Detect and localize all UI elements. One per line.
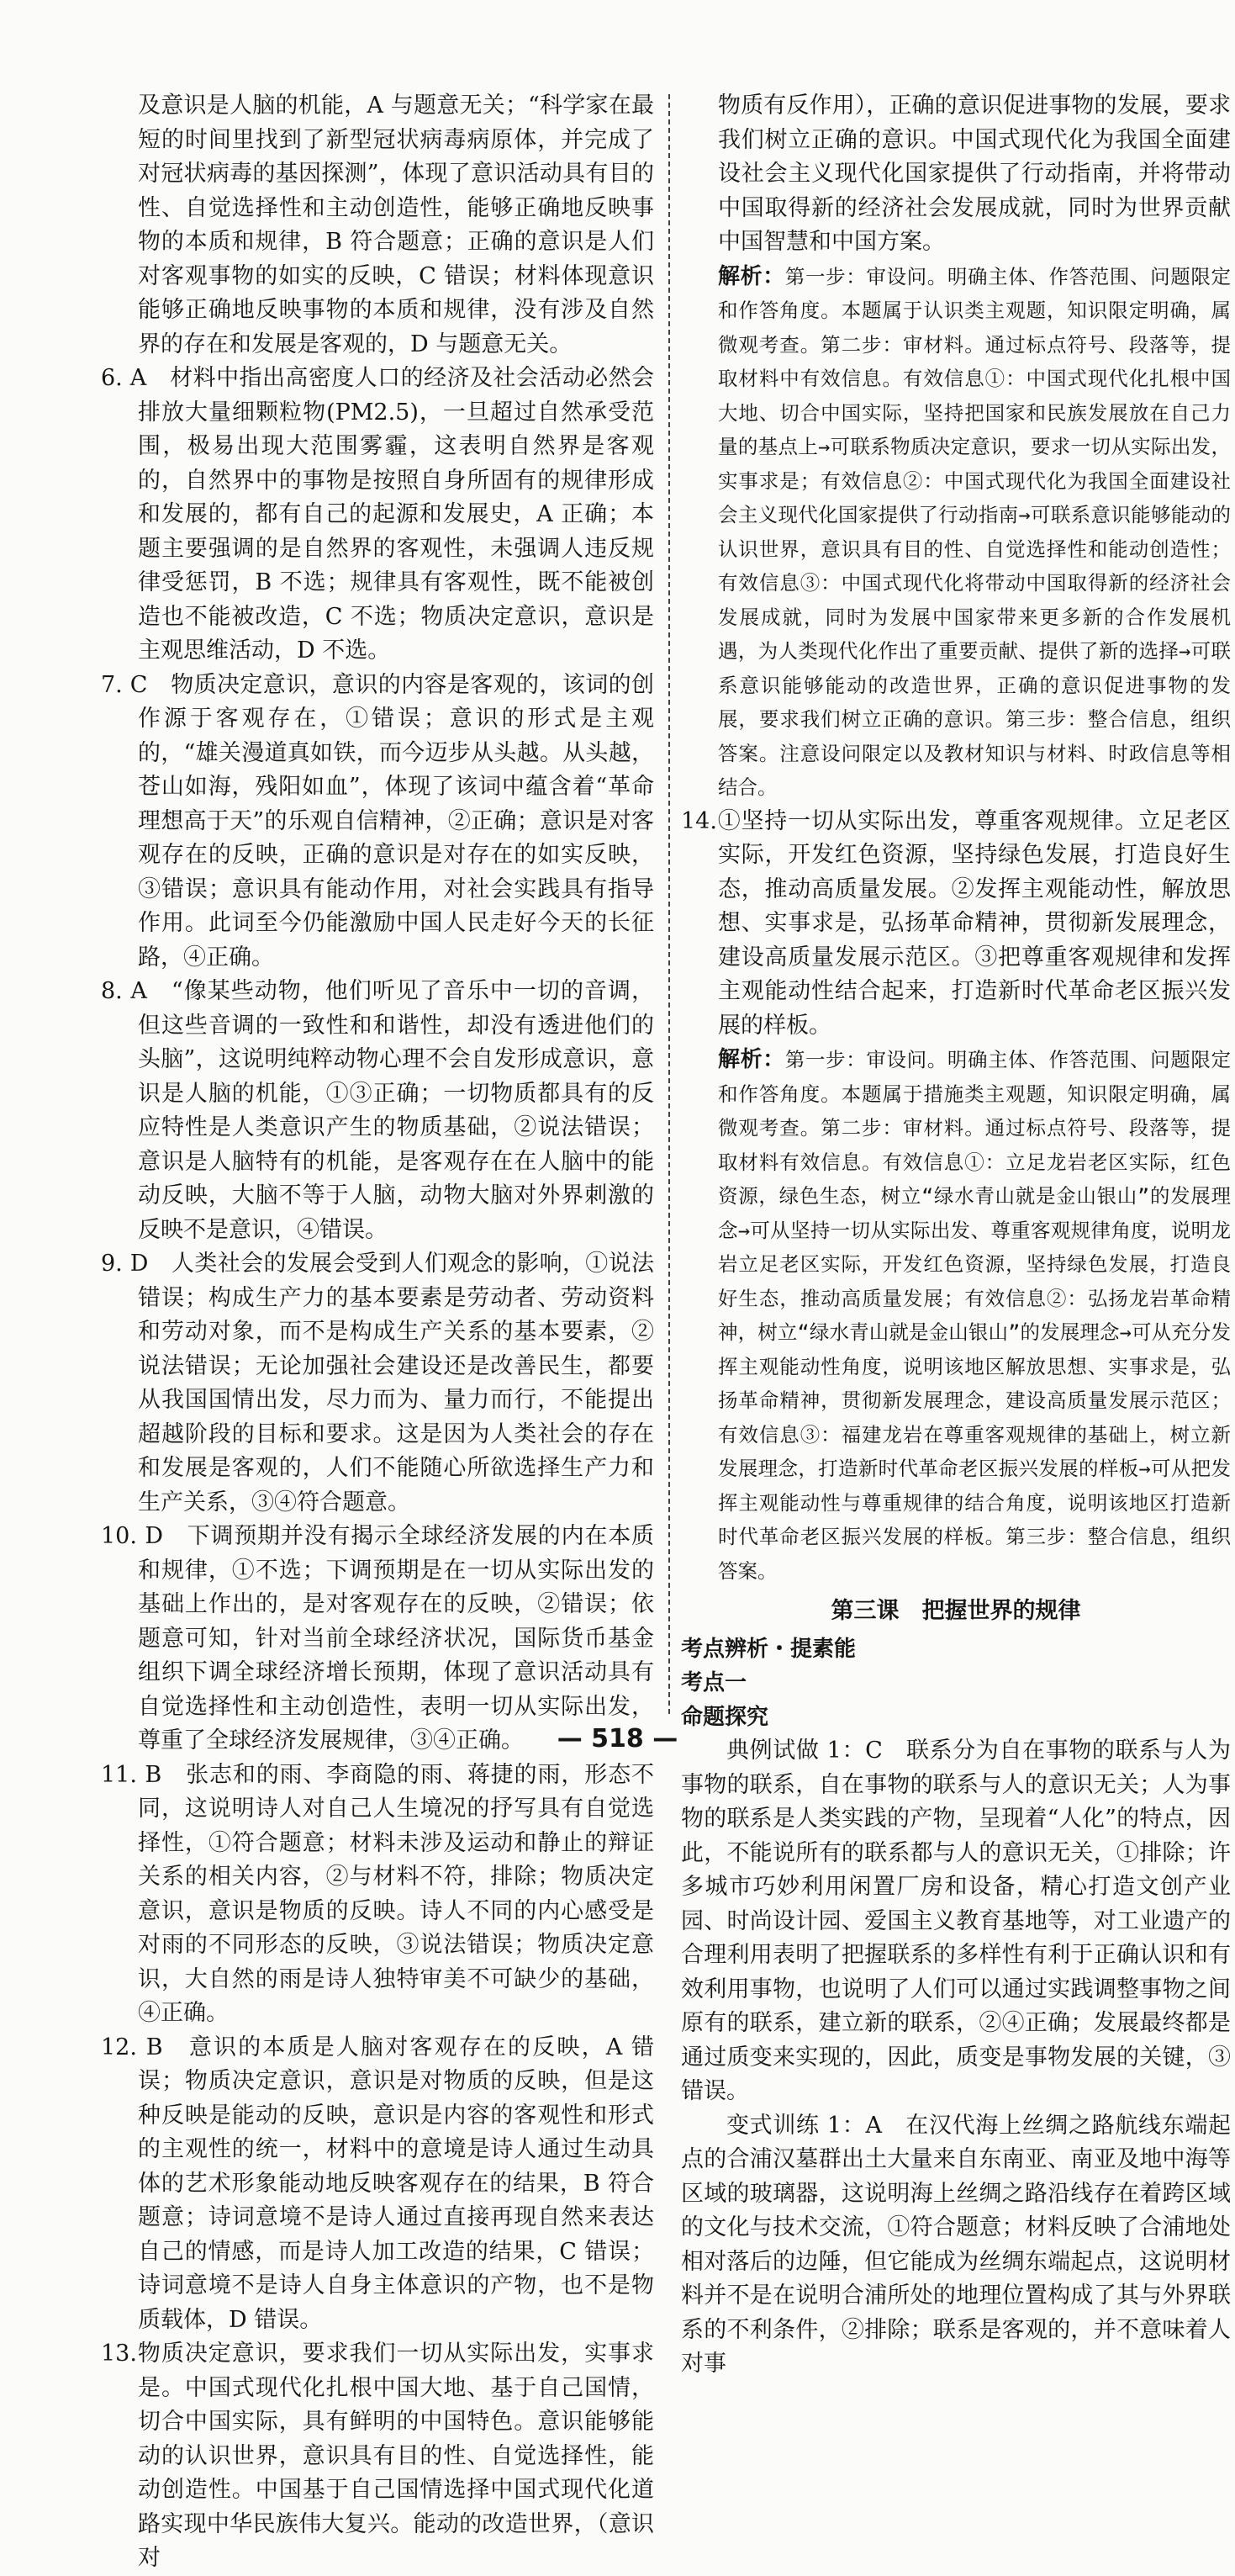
item-number: 7. C <box>101 671 148 698</box>
item-text: 物质决定意识，要求我们一切从实际出发，实事求是。中国式现代化扎根中国大地、基于自己国情，切合中国实际，具有鲜明的中国特色。意识能够能动的认识世界，意识具有目的性、自觉选择性，能动创造性。中国基于自己国情选择中国式现代化道路实现中华民族伟大复兴。能动的改造世界，（意识对 <box>136 2341 654 2571</box>
subheading-point: 考点一 <box>681 1670 747 1695</box>
section-title: 第三课 把握世界的规律 <box>831 1598 1081 1624</box>
right-column <box>681 89 1231 2377</box>
item-number: 12. B <box>101 2034 163 2060</box>
item-text: ①坚持一切从实际出发，尊重客观规律。立足老区实际，开发红色资源，坚持绿色发展，打造良好生态，推动高质量发展。②发挥主观能动性，解放思想、实事求是，弘扬革命精神，贯彻新发展理念，建设高质量发展示范区。③把尊重客观规律和发挥主观能动性结合起来，打造新时代革命老区振兴发展的样板。 <box>716 807 1231 1039</box>
subheading-exploration: 命题探究 <box>681 1704 769 1730</box>
answer-item-8 <box>101 975 654 1247</box>
item-number: 8. A <box>101 978 147 1004</box>
analysis-14 <box>681 1043 1231 1588</box>
answer-item-12 <box>101 2031 654 2338</box>
item-text: “像某些动物，他们听见了音乐中一切的音调，但这些音调的一致性和和谐性，却没有透进他们的头脑”，这说明纯粹动物心理不会自发形成意识，意识是人脑的机能，①③正确；一切物质都具有的反应特性是人类意识产生的物质基础，②说法错误；意识是人脑特有的机能，是客观存在在人脑中的能动反映，大脑不等于人脑，动物大脑对外界刺激的反映不是意识，④错误。 <box>138 978 654 1243</box>
intro-paragraph: 及意识是人脑的机能，A 与题意无关；“科学家在最短的时间里找到了新型冠状病毒病原体，并完成了对冠状病毒的基因探测”，体现了意识活动具有目的性、自觉选择性和主动创造性，能够正确地反映事物的本质和规律，B 符合题意；正确的意识是人们对客观事物的如实的反映，C 错误；材料体现意识能够正确地反映事物的本质和规律，没有涉及自然界的存在和发展是客观的，D 与题意无关。 <box>138 93 654 357</box>
page-number: — 518 — <box>557 1724 678 1753</box>
item-text: 物质决定意识，意识的内容是客观的，该词的创作源于客观存在，①错误；意识的形式是主观的，“雄关漫道真如铁，而今迈步从头越。从头越，苍山如海，残阳如血”，体现了该词中蕴含着“革命理想高于天”的乐观自信精神，②正确；意识是对客观存在的反映，正确的意识是对存在的如实反映，③错误；意识具有能动作用，对社会实践具有指导作用。此词至今仍能激励中国人民走好今天的长征路，④正确。 <box>138 671 654 971</box>
answer-item-13 <box>101 2337 654 2576</box>
item-13-continuation: 物质有反作用），正确的意识促进事物的发展，要求我们树立正确的意识。中国式现代化为我国全面建设社会主义现代化国家提供了行动指南，并将带动中国取得新的经济社会发展成就，同时为世界贡献中国智慧和中国方案。 <box>718 93 1231 255</box>
answer-item-9 <box>101 1247 654 1520</box>
answer-item-6 <box>101 362 654 669</box>
item-text: 材料中指出高密度人口的经济及社会活动必然会排放大量细颗粒物(PM2.5)，一旦超过自然承受范围，极易出现大范围雾霾，这表明自然界是客观的，自然界中的事物是按照自身所固有的规律形成和发展的，都有自己的起源和发展史，A 正确；本题主要强调的是自然界的客观性，未强调人违反规律受惩罚，B 不选；规律具有客观性，既不能被创造也不能被改造，C 不选；物质决定意识，意识是主观思维活动，D 不选。 <box>138 365 655 664</box>
item-number: 13. <box>101 2341 137 2367</box>
answer-item-11 <box>101 1759 654 2031</box>
item-number: 10. D <box>101 1523 163 1549</box>
column-divider <box>668 94 670 1714</box>
item-number: 6. A <box>101 365 147 391</box>
analysis-text: 第一步：审设问。明确主体、作答范围、问题限定和作答角度。本题属于措施类主观题，知识限定明确，属微观考查。第二步：审材料。通过标点符号、段落等，提取材料有效信息。有效信息①：立足龙岩老区实际，红色资源，绿色生态，树立“绿水青山就是金山银山”的发展理念→可从坚持一切从实际出发、尊重客观规律角度，说明龙岩立足老区实际，开发红色资源，坚持绿色发展，打造良好生态，推动高质量发展；有效信息②：弘扬龙岩革命精神，树立“绿水青山就是金山银山”的发展理念→可从充分发挥主观能动性角度，说明该地区解放思想、实事求是，弘扬革命精神，贯彻新发展理念，建设高质量发展示范区；有效信息③：福建龙岩在尊重客观规律的基础上，树立新发展理念，打造新时代革命老区振兴发展的样板→可从把发挥主观能动性与尊重规律的结合角度，说明该地区打造新时代革命老区振兴发展的样板。第三步：整合信息，组织答案。 <box>718 1048 1231 1583</box>
subheading-topic: 考点辨析・提素能 <box>681 1636 857 1662</box>
answer-item-14 <box>681 805 1231 1044</box>
item-text: 意识的本质是人脑对客观存在的反映，A 错误；物质决定意识，意识是对物质的反映，但是这种反映是能动的反映，意识是内容的客观性和形式的主观性的统一，材料中的意境是诗人通过生动具体的艺术形象能动地反映客观存在的结果，B 符合题意；诗词意境不是诗人通过直接再现自然来表达自己的情感，而是诗人加工改造的结果，C 错误；诗词意境不是诗人自身主体意识的产物，也不是物质载体，D 错误。 <box>138 2034 654 2333</box>
item-number: 9. D <box>101 1251 149 1277</box>
item-text: 张志和的雨、李商隐的雨、蒋捷的雨，形态不同，这说明诗人对自己人生境况的抒写具有自觉选择性，①符合题意；材料未涉及运动和静止的辩证关系的相关内容，②与材料不符，排除；物质决定意识，意识是物质的反映。诗人不同的内心感受是对雨的不同形态的反映，③说法错误；物质决定意识，大自然的雨是诗人独特审美不可缺少的基础，④正确。 <box>138 1761 655 2026</box>
analysis-label: 解析： <box>718 1047 785 1072</box>
analysis-text: 第一步：审设问。明确主体、作答范围、问题限定和作答角度。本题属于认识类主观题，知识限定明确，属微观考查。第二步：审材料。通过标点符号、段落等，提取材料中有效信息。有效信息①：中国式现代化扎根中国大地、切合中国实际，坚持把国家和民族发展放在自己力量的基点上→可联系物质决定意识，要求一切从实际出发，实事求是；有效信息②：中国式现代化为我国全面建设社会主义现代化国家提供了行动指南→可联系意识能够能动的认识世界，意识具有目的性、自觉选择性和能动创造性；有效信息③：中国式现代化将带动中国取得新的经济社会发展成就，同时为发展中国家带来更多新的合作发展机遇，为人类现代化作出了重要贡献、提供了新的选择→可联系意识能够能动的改造世界，正确的意识促进事物的发展，要求我们树立正确的意识。第三步：整合信息，组织答案。注意设问限定以及教材知识与材料、时政信息等相结合。 <box>718 264 1231 799</box>
item-number: 11. B <box>101 1761 162 1788</box>
item-number: 14. <box>681 807 717 834</box>
answer-item-7 <box>101 669 654 976</box>
answer-item-10 <box>101 1520 654 1759</box>
item-text: 人类社会的发展会受到人们观念的影响，①说法错误；构成生产力的基本要素是劳动者、劳动资料和劳动对象，而不是构成生产关系的基本要素，②说法错误；无论加强社会建设还是改善民生，都要从我国国情出发，尽力而为、量力而行，不能提出超越阶段的目标和要求。这是因为人类社会的存在和发展是客观的，人们不能随心所欲选择生产力和生产关系，③④符合题意。 <box>138 1251 655 1515</box>
example-paragraph: 典例试做 1：C 联系分为自在事物的联系与人为事物的联系，自在事物的联系与人的意识无关；人为事物的联系是人类实践的产物，呈现着“人化”的特点，因此，不能说所有的联系都与人的意识无关，①排除；许多城市巧妙利用闲置厂房和设备，精心打造文创产业园、时尚设计园、爱国主义教育基地等，对工业遗产的合理利用表明了把握联系的多样性有利于正确认识和有效利用事物，也说明了人们可以通过实践调整事物之间原有的联系，建立新的联系，②④正确；发展最终都是通过质变来实现的，因此，质变是事物发展的关键，③错误。 <box>681 1738 1231 2104</box>
analysis-label: 解析： <box>718 263 785 289</box>
item-text: 下调预期并没有揭示全球经济发展的内在本质和规律，①不选；下调预期是在一切从实际出发的基础上作出的，是对客观存在的反映，②错误；依题意可知，针对当前全球经济状况，国际货币基金组织下调全球经济增长预期，体现了意识活动具有自觉选择性和主动创造性，表明一切从实际出发，尊重了全球经济发展规律，③④正确。 <box>138 1523 655 1753</box>
variant-paragraph: 变式训练 1：A 在汉代海上丝绸之路航线东端起点的合浦汉墓群出土大量来自东南亚、南亚及地中海等区域的玻璃器，这说明海上丝绸之路沿线存在着跨区域的文化与技术交流，①符合题意；材料反映了合浦地处相对落后的边陲，但它能成为丝绸东端起点，这说明材料并不是在说明合浦所处的地理位置构成了其与外界联系的不利条件，②排除；联系是客观的，并不意味着人对事 <box>681 2112 1231 2377</box>
analysis-13 <box>681 260 1231 805</box>
